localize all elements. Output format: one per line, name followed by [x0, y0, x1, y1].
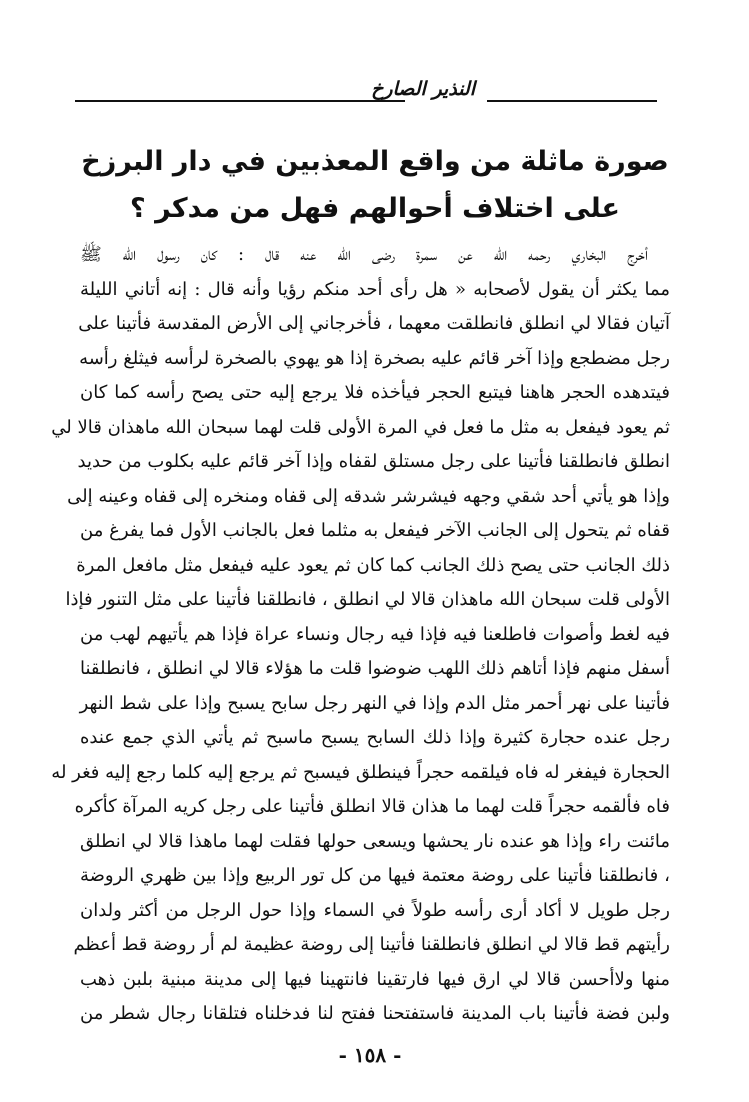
- chapter-title-line: على اختلاف أحوالهم فهل من مدكر ؟: [130, 193, 620, 224]
- text-line: رجل عنده حجارة كثيرة وإذا ذلك السابح يسبح ماسبح ثم يأتي الذي جمع عنده: [80, 727, 670, 748]
- text-line: فيه لغط وأصوات فاطلعنا فيه فإذا فيه رجال ونساء عراة فإذا هم يأتيهم لهب من: [80, 623, 670, 645]
- text-line: انطلق فانطلقنا فأتينا على رجل مستلق لقفاه وإذا آخر قائم عليه بكلوب من حديد: [77, 451, 670, 472]
- body-text: [51, 238, 670, 1032]
- text-line: آتيان فقالا لي انطلق فانطلقت معهما ، فأخرجاني إلى الأرض المقدسة فأتينا على: [78, 313, 670, 334]
- text-line: فيتدهده الحجر هاهنا فيتبع الحجر فيأخذه فلا يرجع إليه حتى يصح رأسه كما كان: [80, 382, 670, 403]
- text-line: مائنت راء وإذا هو عنده نار يحشها ويسعى حولها فقلت لهما ماهذا قالا لي انطلق: [80, 830, 670, 852]
- text-line: ولبن فضة فأتينا باب المدينة فاستفتحنا ففتح لنا فدخلناه فتلقانا رجال شطر من: [80, 1003, 670, 1024]
- text-line: وإذا هو يأتي أحد شقي وجهه فيشرشر شدقه إلى قفاه ومنخره إلى قفاه وعينه إلى: [67, 485, 670, 507]
- text-line: الأولى قلت سبحان الله ماهذان قالا لي انطلق ، فانطلقنا فأتينا على مثل التنور فإذا: [65, 589, 670, 610]
- header-rule-right: [487, 100, 657, 102]
- page-number: - ١٥٨ -: [338, 1043, 402, 1067]
- text-line: ، فانطلقنا فأتينا على روضة معتمة فيها من كل تور الربيع وإذا بين ظهري الروضة: [80, 865, 670, 886]
- text-line: أسفل منهم فإذا أتاهم ذلك اللهب ضوضوا قلت ما هؤلاء قالا لي انطلق ، فانطلقنا: [80, 658, 670, 679]
- text-line: فاه فألقمه حجراً قلت لهما ما هذان قالا انطلق فأتينا على رجل كريه المرآة كأكره: [74, 796, 670, 817]
- text-line: أخرج البخاري رحمه الله عن سمرة رضى الله عنه قال : كان رسول الله ﷺ: [80, 244, 648, 265]
- running-header-title: النذير الصارخ: [371, 78, 475, 100]
- text-line: رجل مضطجع وإذا آخر قائم عليه بصخرة إذا هو يهوي بالصخرة لرأسه فيثلغ رأسه: [79, 347, 670, 369]
- header-rule-left: [75, 100, 405, 102]
- chapter-title-line: صورة ماثلة من واقع المعذبين في دار البرزخ: [81, 146, 669, 177]
- text-line: الحجارة فيفغر له فاه فيلقمه حجراً فينطلق فيسبح ثم يرجع إليه كلما رجع إليه فغر له: [51, 761, 670, 783]
- text-line: رأيتهم قط قالا لي انطلق فانطلقنا فأتينا إلى روضة عظيمة لم أر روضة قط أعظم: [73, 934, 670, 955]
- text-line: ثم يعود فيفعل به مثل ما فعل في المرة الأولى قلت لهما سبحان الله ماهذان قالا لي: [51, 416, 670, 438]
- text-line: ذلك الجانب حتى يصح ذلك الجانب كما كان ثم يعود عليه فيفعل مثل مافعل المرة: [76, 554, 670, 576]
- text-line: مما يكثر أن يقول لأصحابه « هل رأى أحد منكم رؤيا وأنه قال : إنه أتاني الليلة: [80, 278, 670, 300]
- text-line: منها ولاأحسن قالا لي ارق فيها فارتقينا فانتهينا فيها إلى مدينة مبنية بلبن ذهب: [80, 968, 670, 990]
- chapter-title: [60, 138, 690, 232]
- text-line: رجل طويل لا أكاد أرى رأسه طولاً في السماء وإذا حول الرجل من أكثر ولدان: [80, 899, 670, 921]
- text-line: قفاه ثم يتحول إلى الجانب الآخر فيفعل به مثلما فعل بالجانب الأول فما يفرغ من: [80, 520, 670, 541]
- text-line: فأتينا على نهر أحمر مثل الدم وإذا في النهر رجل سابح يسبح وإذا على شط النهر: [79, 692, 670, 714]
- running-header: [75, 78, 657, 108]
